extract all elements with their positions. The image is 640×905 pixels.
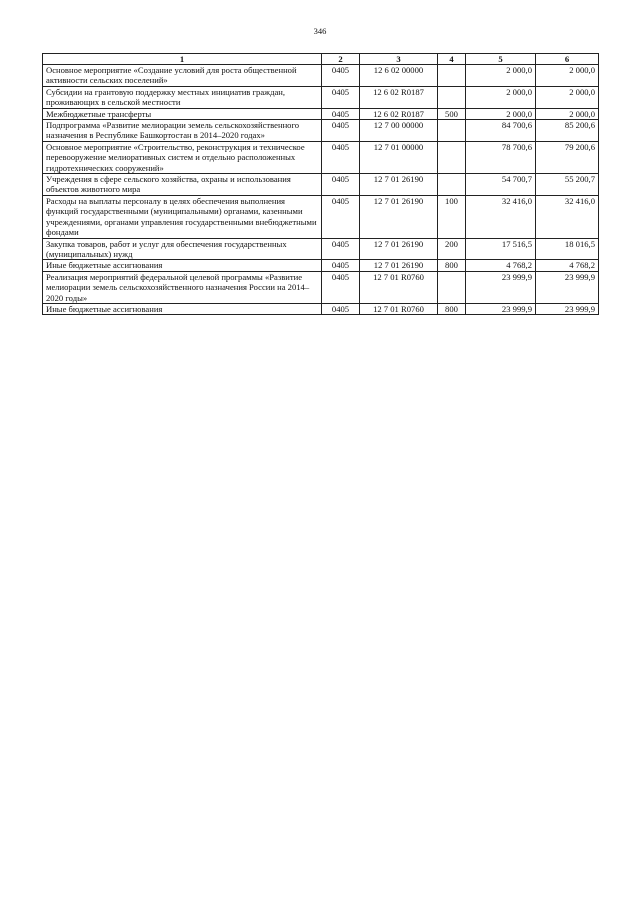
row-name: Реализация мероприятий федеральной целевой программы «Развитие мелиорации земель сельскохозяйственного назначения России на 2014–2020 годы» bbox=[43, 271, 322, 303]
row-amount-col6: 4 768,2 bbox=[536, 260, 599, 271]
row-amount-col6: 2 000,0 bbox=[536, 86, 599, 108]
row-amount-col6: 18 016,5 bbox=[536, 238, 599, 260]
row-amount-col6: 2 000,0 bbox=[536, 108, 599, 119]
row-name: Расходы на выплаты персоналу в целях обеспечения выполнения функций государственными (муниципальными) органами, казенными учреждениями, органами управления государственными внебюджетными фондами bbox=[43, 195, 322, 238]
table-row bbox=[43, 303, 599, 314]
row-name: Межбюджетные трансферты bbox=[43, 108, 322, 119]
row-amount-col6: 2 000,0 bbox=[536, 65, 599, 87]
table-row bbox=[43, 141, 599, 173]
row-name: Иные бюджетные ассигнования bbox=[43, 260, 322, 271]
row-target-article: 12 7 01 26190 bbox=[360, 174, 438, 196]
table-row bbox=[43, 65, 599, 87]
row-target-article: 12 6 02 R0187 bbox=[360, 86, 438, 108]
table-header bbox=[43, 54, 599, 65]
header-col-1: 1 bbox=[43, 54, 322, 65]
row-amount-col6: 23 999,9 bbox=[536, 271, 599, 303]
row-expense-type: 800 bbox=[438, 303, 466, 314]
row-amount-col5: 84 700,6 bbox=[466, 120, 536, 142]
row-amount-col5: 17 516,5 bbox=[466, 238, 536, 260]
row-target-article: 12 7 01 R0760 bbox=[360, 271, 438, 303]
page-number: 346 bbox=[313, 26, 327, 36]
table-row bbox=[43, 271, 599, 303]
row-amount-col6: 85 200,6 bbox=[536, 120, 599, 142]
row-target-article: 12 7 01 00000 bbox=[360, 141, 438, 173]
row-section-code: 0405 bbox=[322, 271, 360, 303]
header-col-4: 4 bbox=[438, 54, 466, 65]
row-amount-col5: 23 999,9 bbox=[466, 271, 536, 303]
row-target-article: 12 7 01 26190 bbox=[360, 195, 438, 238]
table-row bbox=[43, 108, 599, 119]
row-amount-col5: 2 000,0 bbox=[466, 108, 536, 119]
row-name: Учреждения в сфере сельского хозяйства, охраны и использования объектов животного мира bbox=[43, 174, 322, 196]
row-expense-type bbox=[438, 174, 466, 196]
row-expense-type bbox=[438, 141, 466, 173]
row-amount-col6: 23 999,9 bbox=[536, 303, 599, 314]
row-amount-col6: 32 416,0 bbox=[536, 195, 599, 238]
row-section-code: 0405 bbox=[322, 260, 360, 271]
row-expense-type bbox=[438, 86, 466, 108]
row-section-code: 0405 bbox=[322, 86, 360, 108]
row-target-article: 12 6 02 00000 bbox=[360, 65, 438, 87]
row-amount-col6: 55 200,7 bbox=[536, 174, 599, 196]
table-row bbox=[43, 195, 599, 238]
row-expense-type bbox=[438, 271, 466, 303]
table-row bbox=[43, 260, 599, 271]
row-amount-col6: 79 200,6 bbox=[536, 141, 599, 173]
row-target-article: 12 7 01 26190 bbox=[360, 260, 438, 271]
row-name: Иные бюджетные ассигнования bbox=[43, 303, 322, 314]
table-row bbox=[43, 120, 599, 142]
row-amount-col5: 23 999,9 bbox=[466, 303, 536, 314]
row-expense-type: 100 bbox=[438, 195, 466, 238]
row-section-code: 0405 bbox=[322, 238, 360, 260]
row-section-code: 0405 bbox=[322, 195, 360, 238]
row-expense-type: 800 bbox=[438, 260, 466, 271]
row-section-code: 0405 bbox=[322, 303, 360, 314]
row-name: Подпрограмма «Развитие мелиорации земель сельскохозяйственного назначения в Республике Башкортостан в 2014–2020 годах» bbox=[43, 120, 322, 142]
row-name: Субсидии на грантовую поддержку местных инициатив граждан, проживающих в сельской местности bbox=[43, 86, 322, 108]
row-expense-type bbox=[438, 65, 466, 87]
row-expense-type: 200 bbox=[438, 238, 466, 260]
row-target-article: 12 7 01 R0760 bbox=[360, 303, 438, 314]
row-expense-type bbox=[438, 120, 466, 142]
header-col-6: 6 bbox=[536, 54, 599, 65]
row-section-code: 0405 bbox=[322, 65, 360, 87]
header-col-5: 5 bbox=[466, 54, 536, 65]
row-amount-col5: 4 768,2 bbox=[466, 260, 536, 271]
row-amount-col5: 54 700,7 bbox=[466, 174, 536, 196]
row-amount-col5: 2 000,0 bbox=[466, 65, 536, 87]
row-name: Основное мероприятие «Создание условий для роста общественной активности сельских поселений» bbox=[43, 65, 322, 87]
row-expense-type: 500 bbox=[438, 108, 466, 119]
table-row bbox=[43, 86, 599, 108]
row-target-article: 12 7 01 26190 bbox=[360, 238, 438, 260]
row-section-code: 0405 bbox=[322, 141, 360, 173]
row-amount-col5: 2 000,0 bbox=[466, 86, 536, 108]
table-row bbox=[43, 174, 599, 196]
row-section-code: 0405 bbox=[322, 108, 360, 119]
row-name: Закупка товаров, работ и услуг для обеспечения государственных (муниципальных) нужд bbox=[43, 238, 322, 260]
table-body bbox=[43, 65, 599, 315]
row-amount-col5: 32 416,0 bbox=[466, 195, 536, 238]
row-section-code: 0405 bbox=[322, 120, 360, 142]
table-row bbox=[43, 238, 599, 260]
row-target-article: 12 6 02 R0187 bbox=[360, 108, 438, 119]
budget-table bbox=[42, 53, 599, 315]
row-section-code: 0405 bbox=[322, 174, 360, 196]
header-col-2: 2 bbox=[322, 54, 360, 65]
row-target-article: 12 7 00 00000 bbox=[360, 120, 438, 142]
row-amount-col5: 78 700,6 bbox=[466, 141, 536, 173]
row-name: Основное мероприятие «Строительство, реконструкция и техническое перевооружение мелиоративных систем и отдельно расположенных гидротехнических сооружений» bbox=[43, 141, 322, 173]
header-col-3: 3 bbox=[360, 54, 438, 65]
header-row bbox=[43, 54, 599, 65]
